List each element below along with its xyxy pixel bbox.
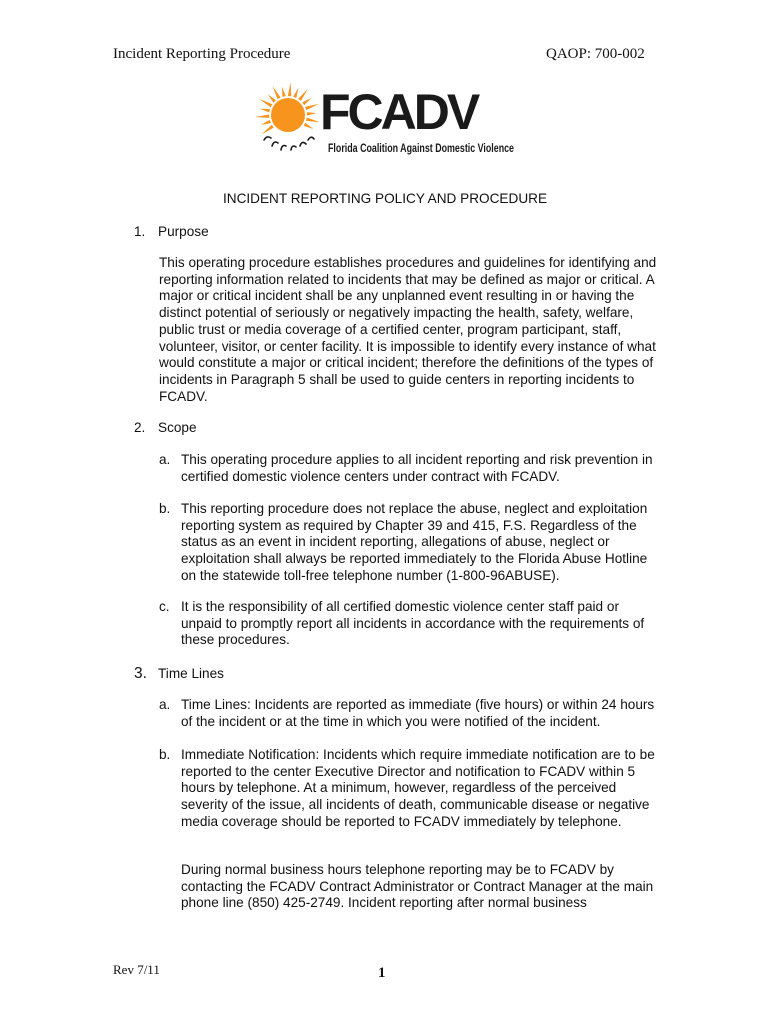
sun-ray	[302, 98, 311, 105]
fcadv-logo	[248, 82, 538, 162]
header-title: Incident Reporting Procedure	[113, 46, 291, 62]
section-scope-heading	[134, 420, 197, 435]
scope-item-b	[159, 501, 659, 585]
sun-ray	[259, 99, 272, 107]
section-timelines-heading	[134, 665, 224, 683]
section-number: 2.	[134, 420, 146, 435]
timelines-continuation-paragraph: During normal business hours telephone reporting may be to FCADV by contacting the FCADV Contract Administrator or Contract Manager at the main phone line (850) 425-2749. Incident reporting after normal business	[181, 862, 654, 911]
sun-ray	[298, 89, 308, 101]
purpose-paragraph: This operating procedure establishes procedures and guidelines for identifying and reporting information related to incidents that may be defined as major or critical. A major or critical incident shall be any unplanned event resulting in or having the distinct potential of seriously or negatively impacting the health, safety, welfare, public trust or media coverage of a certified center, program participant, staff, volunteer, visitor, or center facility. It is impossible to identify every instance of what would constitute a major or critical incident; therefore the definitions of the types of incidents in Paragraph 5 shall be used to guide centers in reporting incidents to FCADV.	[159, 255, 657, 404]
section-title: Scope	[158, 420, 197, 435]
document-code: QAOP: 700-002	[546, 46, 645, 62]
item-letter: c.	[159, 599, 170, 614]
item-letter: b.	[159, 747, 171, 762]
sun-ray	[307, 112, 317, 115]
scope-item-c	[159, 599, 659, 649]
item-text: This operating procedure applies to all incident reporting and risk prevention in certified domestic violence centers under contract with FCADV.	[181, 452, 653, 484]
section-number: 3.	[134, 665, 147, 682]
svg-text:FCADV: FCADV	[320, 84, 478, 140]
item-text: Immediate Notification: Incidents which require immediate notification are to be reported to the center Executive Director and notification to FCADV within 5 hours by telephone. At a minimum, however, regardless of the perceived severity of the issue, all incidents of death, communicable disease or negative media coverage should be reported to FCADV immediately by telephone.	[181, 747, 655, 829]
logo-subtitle: Florida Coalition Against Domestic Violence	[328, 143, 514, 155]
item-letter: a.	[159, 452, 171, 467]
sun-ray	[261, 125, 273, 135]
sun-ray	[288, 82, 291, 96]
sun-ray	[304, 123, 314, 129]
timelines-item-b	[159, 747, 659, 831]
sun-ray	[260, 109, 270, 113]
page-number: 1	[378, 965, 386, 981]
section-number: 1.	[134, 224, 146, 239]
sun-icon	[248, 82, 538, 162]
item-letter: a.	[159, 697, 171, 712]
revision-label: Rev 7/11	[113, 962, 160, 977]
sun-ray	[268, 94, 276, 102]
sun-ray	[282, 87, 286, 97]
sun-ray	[255, 114, 269, 117]
item-text: This reporting procedure does not replace the abuse, neglect and exploitation reporting system as required by Chapter 39 and 415, F.S. Regardless of the status as an event in incident reporting, allegations of abuse, neglect or exploitation shall always be reported immediately to the Florida Abuse Hotline on the statewide toll-free telephone number (1-800-96ABUSE).	[181, 501, 648, 583]
sun-ray	[293, 88, 298, 98]
scope-item-a	[159, 452, 659, 485]
section-title: Time Lines	[158, 666, 224, 681]
sun-ray	[272, 86, 280, 99]
fcadv-wordmark	[320, 84, 481, 140]
section-title: Purpose	[158, 224, 209, 239]
item-letter: b.	[159, 501, 171, 516]
section-purpose-heading	[134, 224, 209, 239]
sun-ray	[306, 118, 320, 123]
item-text: Time Lines: Incidents are reported as immediate (five hours) or within 24 hours of the incident or at the time in which you were notified of the incident.	[181, 697, 655, 729]
item-text: It is the responsibility of all certified domestic violence center staff paid or unpaid to promptly report all incidents in accordance with the requirements of these procedures.	[181, 599, 645, 648]
timelines-item-a	[159, 697, 659, 730]
sun-ray	[261, 120, 271, 125]
document-title: INCIDENT REPORTING POLICY AND PROCEDURE	[222, 191, 548, 206]
sun-ray	[305, 104, 319, 110]
